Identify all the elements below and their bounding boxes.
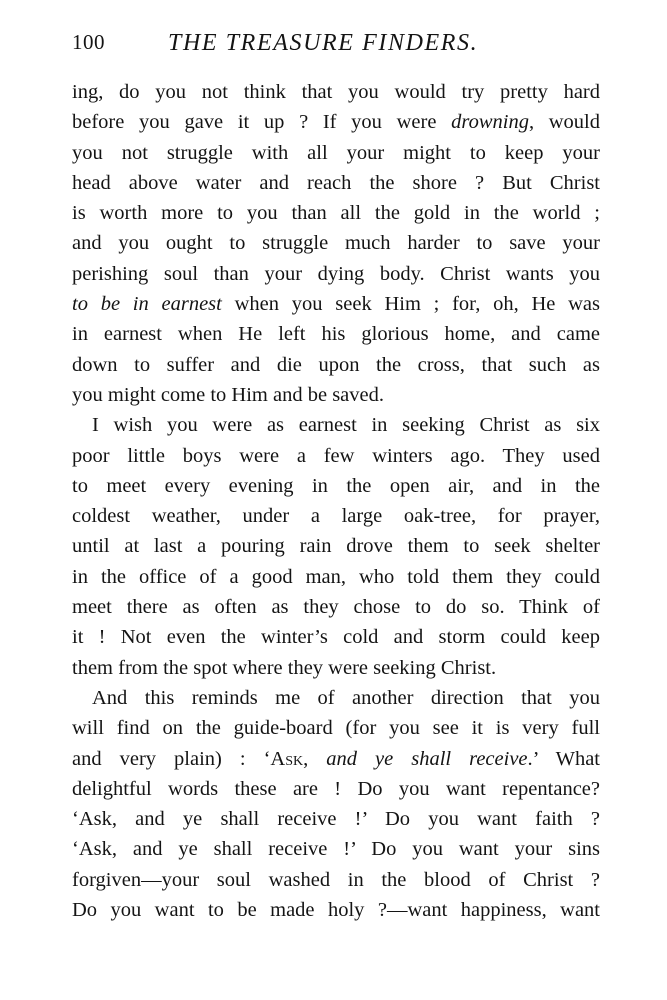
text-line: [72, 138, 600, 168]
text-line: [72, 744, 600, 774]
line-text: ‘Ask, and ye shall receive !’ Do you want your sins: [72, 838, 600, 861]
line-text: coldest weather, under a large oak-tree, for prayer,: [72, 505, 600, 528]
line-text: to meet every evening in the open air, and in the: [72, 474, 600, 497]
line-text: you not struggle with all your might to keep your: [72, 141, 600, 164]
text-line: [72, 501, 600, 531]
text-line: [72, 562, 600, 592]
text-line: [72, 653, 600, 683]
text-line: [72, 441, 600, 471]
text-line: [72, 471, 600, 501]
text-line: [72, 834, 600, 864]
line-text: in earnest when He left his glorious home, and came: [72, 323, 600, 346]
line-text: delightful words these are ! Do you want repentance?: [72, 777, 600, 800]
text-line: [72, 622, 600, 652]
text-line: [72, 713, 600, 743]
line-text: is worth more to you than all the gold in the world ;: [72, 202, 600, 225]
page-number: 100: [72, 30, 105, 54]
page-header: [72, 30, 612, 60]
text-line: [72, 895, 600, 925]
text-line: [72, 410, 600, 440]
text-line: [72, 350, 600, 380]
line-text: it ! Not even the winter’s cold and storm could keep: [72, 626, 600, 649]
line-text: when you seek Him ; for, oh, He was: [221, 293, 600, 316]
line-text: poor little boys were a few winters ago. They used: [72, 444, 600, 467]
small-caps-text: Ask: [270, 747, 304, 770]
line-text: will find on the guide-board (for you see it is very full: [72, 717, 600, 740]
text-line: [72, 289, 600, 319]
text-line: [72, 107, 600, 137]
line-text: and very plain) : ‘: [72, 747, 271, 770]
italic-text: and ye shall receive: [326, 747, 528, 770]
text-line: [72, 77, 600, 107]
text-line: [72, 804, 600, 834]
text-line: [72, 228, 600, 258]
italic-text: to be in earnest: [72, 293, 222, 316]
line-text: before you gave it up ? If you were: [72, 111, 452, 134]
line-text: ing, do you not think that you would try pretty hard: [72, 81, 600, 103]
running-title: THE TREASURE FINDERS.: [168, 30, 479, 56]
italic-text: drowning: [451, 111, 529, 134]
line-text: down to suffer and die upon the cross, that such as: [72, 353, 600, 376]
text-line: [72, 259, 600, 289]
line-text: meet there as often as they chose to do so. Think of: [72, 596, 600, 619]
line-text: Do you want to be made holy ?—want happiness, want: [72, 899, 600, 922]
line-text: , would: [528, 111, 601, 134]
text-line: [72, 592, 600, 622]
line-text: forgiven—your soul washed in the blood of Christ ?: [72, 868, 600, 891]
text-line: [72, 168, 600, 198]
text-line: [72, 774, 600, 804]
text-line: [72, 319, 600, 349]
line-text: And this reminds me of another direction that you: [92, 686, 600, 709]
line-text: them from the spot where they were seeking Christ.: [72, 656, 497, 679]
line-text: in the office of a good man, who told them they could: [72, 565, 600, 588]
text-line: [72, 865, 600, 895]
text-line: [72, 198, 600, 228]
text-line: [72, 683, 600, 713]
text-line: [72, 531, 600, 561]
line-text: until at last a pouring rain drove them to seek shelter: [72, 535, 600, 558]
line-text: head above water and reach the shore ? But Christ: [72, 171, 600, 194]
line-text: ‘Ask, and ye shall receive !’ Do you want faith ?: [72, 808, 600, 831]
body-text: [72, 77, 600, 925]
line-text: you might come to Him and be saved.: [72, 383, 384, 406]
text-line: [72, 380, 600, 410]
line-text: .’ What: [527, 747, 600, 770]
line-text: I wish you were as earnest in seeking Christ as six: [92, 414, 600, 437]
line-text: perishing soul than your dying body. Christ wants you: [72, 262, 600, 285]
line-text: and you ought to struggle much harder to save your: [72, 232, 600, 255]
line-text: ,: [303, 747, 327, 770]
